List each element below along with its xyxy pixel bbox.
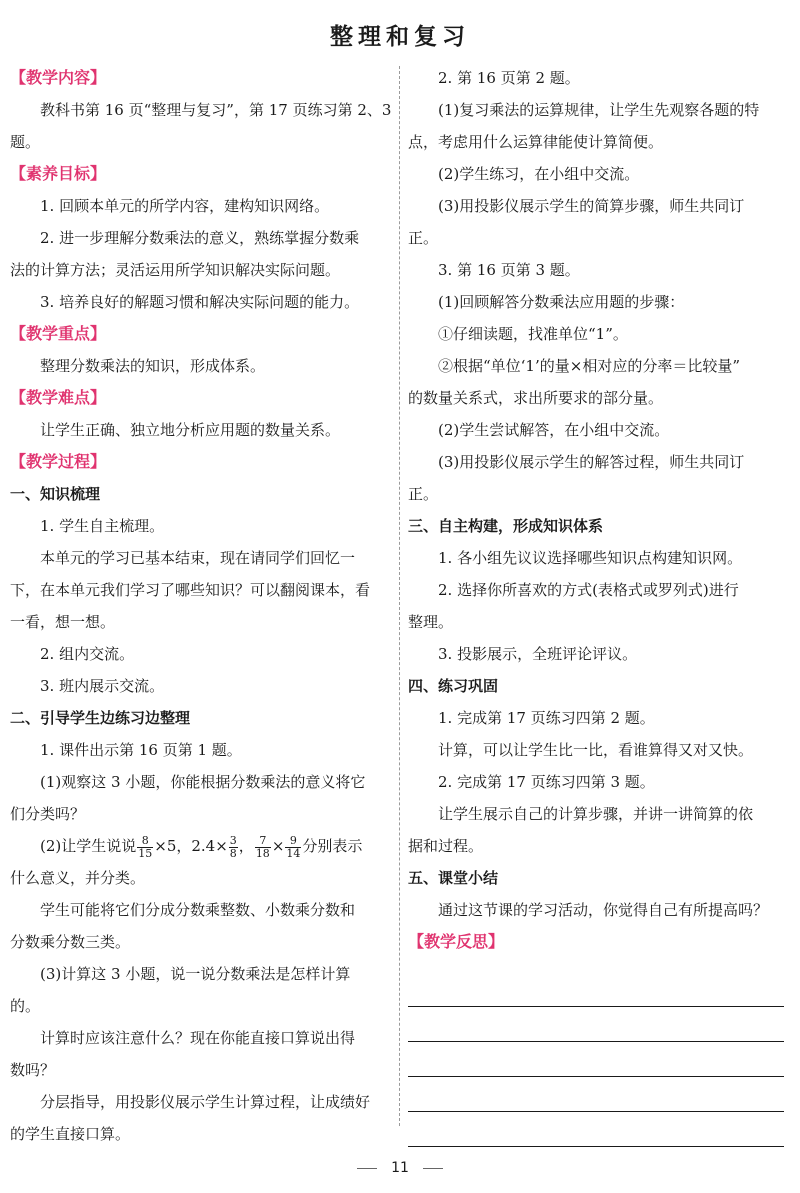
section-title: 五、课堂小结	[408, 869, 499, 887]
process-line: ①仔细读题，找准单位“1”。	[438, 325, 628, 343]
process-line: 2. 第 16 页第 2 题。	[438, 69, 580, 87]
goal-line: 1. 回顾本单元的所学内容，建构知识网络。	[40, 197, 330, 215]
process-line: 据和过程。	[408, 837, 484, 855]
content-line: 教科书第 16 页“整理与复习”，第 17 页练习第 2、3	[40, 101, 392, 119]
process-line: 分数乘分数三类。	[10, 933, 131, 951]
process-line: 的学生直接口算。	[10, 1125, 131, 1143]
expr-text: ，	[238, 837, 254, 855]
heading-goals: 【素养目标】	[10, 164, 107, 183]
numerator: 3	[229, 833, 237, 847]
page-number-footer	[0, 1160, 800, 1176]
writing-line	[408, 1042, 784, 1077]
process-line: 让学生展示自己的计算步骤，并讲一讲简算的依	[438, 805, 754, 823]
column-divider	[399, 66, 400, 1126]
process-line: (2)学生练习，在小组中交流。	[438, 165, 640, 183]
process-line: (3)用投影仪展示学生的简算步骤，师生共同订	[438, 197, 745, 215]
fraction	[137, 835, 153, 860]
process-line: (2)学生尝试解答，在小组中交流。	[438, 421, 670, 439]
left-column	[10, 62, 390, 1150]
expr-text: 分别表示	[302, 837, 363, 855]
footer-dash	[423, 1168, 443, 1169]
process-line: 下，在本单元我们学习了哪些知识？可以翻阅课本，看	[10, 581, 371, 599]
process-line: 整理。	[408, 613, 454, 631]
fraction	[285, 835, 301, 860]
writing-line	[408, 1112, 784, 1147]
process-line: 的数量关系式，求出所要求的部分量。	[408, 389, 664, 407]
section-title: 四、练习巩固	[408, 677, 499, 695]
process-line: 计算，可以让学生比一比，看谁算得又对又快。	[438, 741, 754, 759]
goal-line: 2. 进一步理解分数乘法的意义，熟练掌握分数乘	[40, 229, 360, 247]
denominator: 15	[138, 846, 153, 860]
writing-line	[408, 972, 784, 1007]
section-title: 二、引导学生边练习边整理	[10, 709, 191, 727]
process-line: 1. 各小组先议议选择哪些知识点构建知识网。	[438, 549, 743, 567]
goal-line: 3. 培养良好的解题习惯和解决实际问题的能力。	[40, 293, 360, 311]
process-line: 数吗？	[10, 1061, 56, 1079]
process-line: (1)回顾解答分数乘法应用题的步骤：	[438, 293, 685, 311]
process-line: 们分类吗？	[10, 805, 86, 823]
process-line: 正。	[408, 485, 439, 503]
fraction	[229, 835, 238, 860]
denominator: 18	[255, 846, 270, 860]
process-line: (3)用投影仪展示学生的解答过程，师生共同订	[438, 453, 745, 471]
process-line: 3. 班内展示交流。	[40, 677, 165, 695]
process-line: (3)计算这 3 小题，说一说分数乘法是怎样计算	[40, 965, 351, 983]
heading-process: 【教学过程】	[10, 452, 107, 471]
process-line: 2. 选择你所喜欢的方式(表格式或罗列式)进行	[438, 581, 739, 599]
process-line: 3. 第 16 页第 3 题。	[438, 261, 580, 279]
denominator: 14	[286, 846, 301, 860]
process-line: 分层指导，用投影仪展示学生计算过程，让成绩好	[40, 1093, 371, 1111]
process-line: 计算时应该注意什么？现在你能直接口算说出得	[40, 1029, 356, 1047]
process-line: (1)观察这 3 小题，你能根据分数乘法的意义将它	[40, 773, 366, 791]
page-number: 11	[391, 1160, 409, 1176]
section-title: 三、自主构建，形成知识体系	[408, 517, 604, 535]
process-line: 3. 投影展示，全班评论评议。	[438, 645, 638, 663]
process-line: 1. 学生自主梳理。	[40, 517, 165, 535]
process-line: 点，考虑用什么运算律能使计算简便。	[408, 133, 664, 151]
numerator: 7	[255, 835, 271, 848]
process-line: 2. 组内交流。	[40, 645, 135, 663]
process-line: 2. 完成第 17 页练习四第 3 题。	[438, 773, 655, 791]
process-line: (1)复习乘法的运算规律，让学生先观察各题的特	[438, 101, 760, 119]
process-line: 1. 完成第 17 页练习四第 2 题。	[438, 709, 655, 727]
denominator: 8	[229, 846, 237, 860]
process-line: 正。	[408, 229, 439, 247]
writing-line	[408, 1077, 784, 1112]
process-line: 学生可能将它们分成分数乘整数、小数乘分数和	[40, 901, 356, 919]
writing-line	[408, 1007, 784, 1042]
expr-text: ×5，2.4×	[154, 837, 228, 855]
page-title: 整理和复习	[330, 24, 470, 50]
numerator: 9	[285, 835, 301, 848]
process-line: 什么意义，并分类。	[10, 869, 146, 887]
footer-dash	[357, 1168, 377, 1169]
process-line: 一看，想一想。	[10, 613, 116, 631]
heading-teaching-content: 【教学内容】	[10, 68, 107, 87]
heading-difficulties: 【教学难点】	[10, 388, 107, 407]
numerator: 8	[137, 835, 153, 848]
process-line: 1. 课件出示第 16 页第 1 题。	[40, 741, 242, 759]
key-line: 整理分数乘法的知识，形成体系。	[40, 357, 266, 375]
difficult-line: 让学生正确、独立地分析应用题的数量关系。	[40, 421, 341, 439]
section-title: 一、知识梳理	[10, 485, 101, 503]
goal-line: 法的计算方法；灵活运用所学知识解决实际问题。	[10, 261, 341, 279]
heading-key-points: 【教学重点】	[10, 324, 107, 343]
expr-text: ×	[271, 837, 285, 855]
process-line: 通过这节课的学习活动，你觉得自己有所提高吗？	[438, 901, 769, 919]
heading-reflection: 【教学反思】	[408, 932, 505, 951]
expr-text: (2)让学生说说	[40, 837, 137, 855]
fraction	[255, 835, 271, 860]
right-column	[408, 62, 790, 1147]
process-line: 本单元的学习已基本结束，现在请同学们回忆一	[40, 549, 356, 567]
process-line: ②根据“单位‘1’的量×相对应的分率＝比较量”	[438, 357, 740, 375]
reflection-lines	[408, 972, 790, 1147]
fraction-expression-line	[10, 830, 390, 862]
process-line: 的。	[10, 997, 41, 1015]
content-line: 题。	[10, 133, 41, 151]
